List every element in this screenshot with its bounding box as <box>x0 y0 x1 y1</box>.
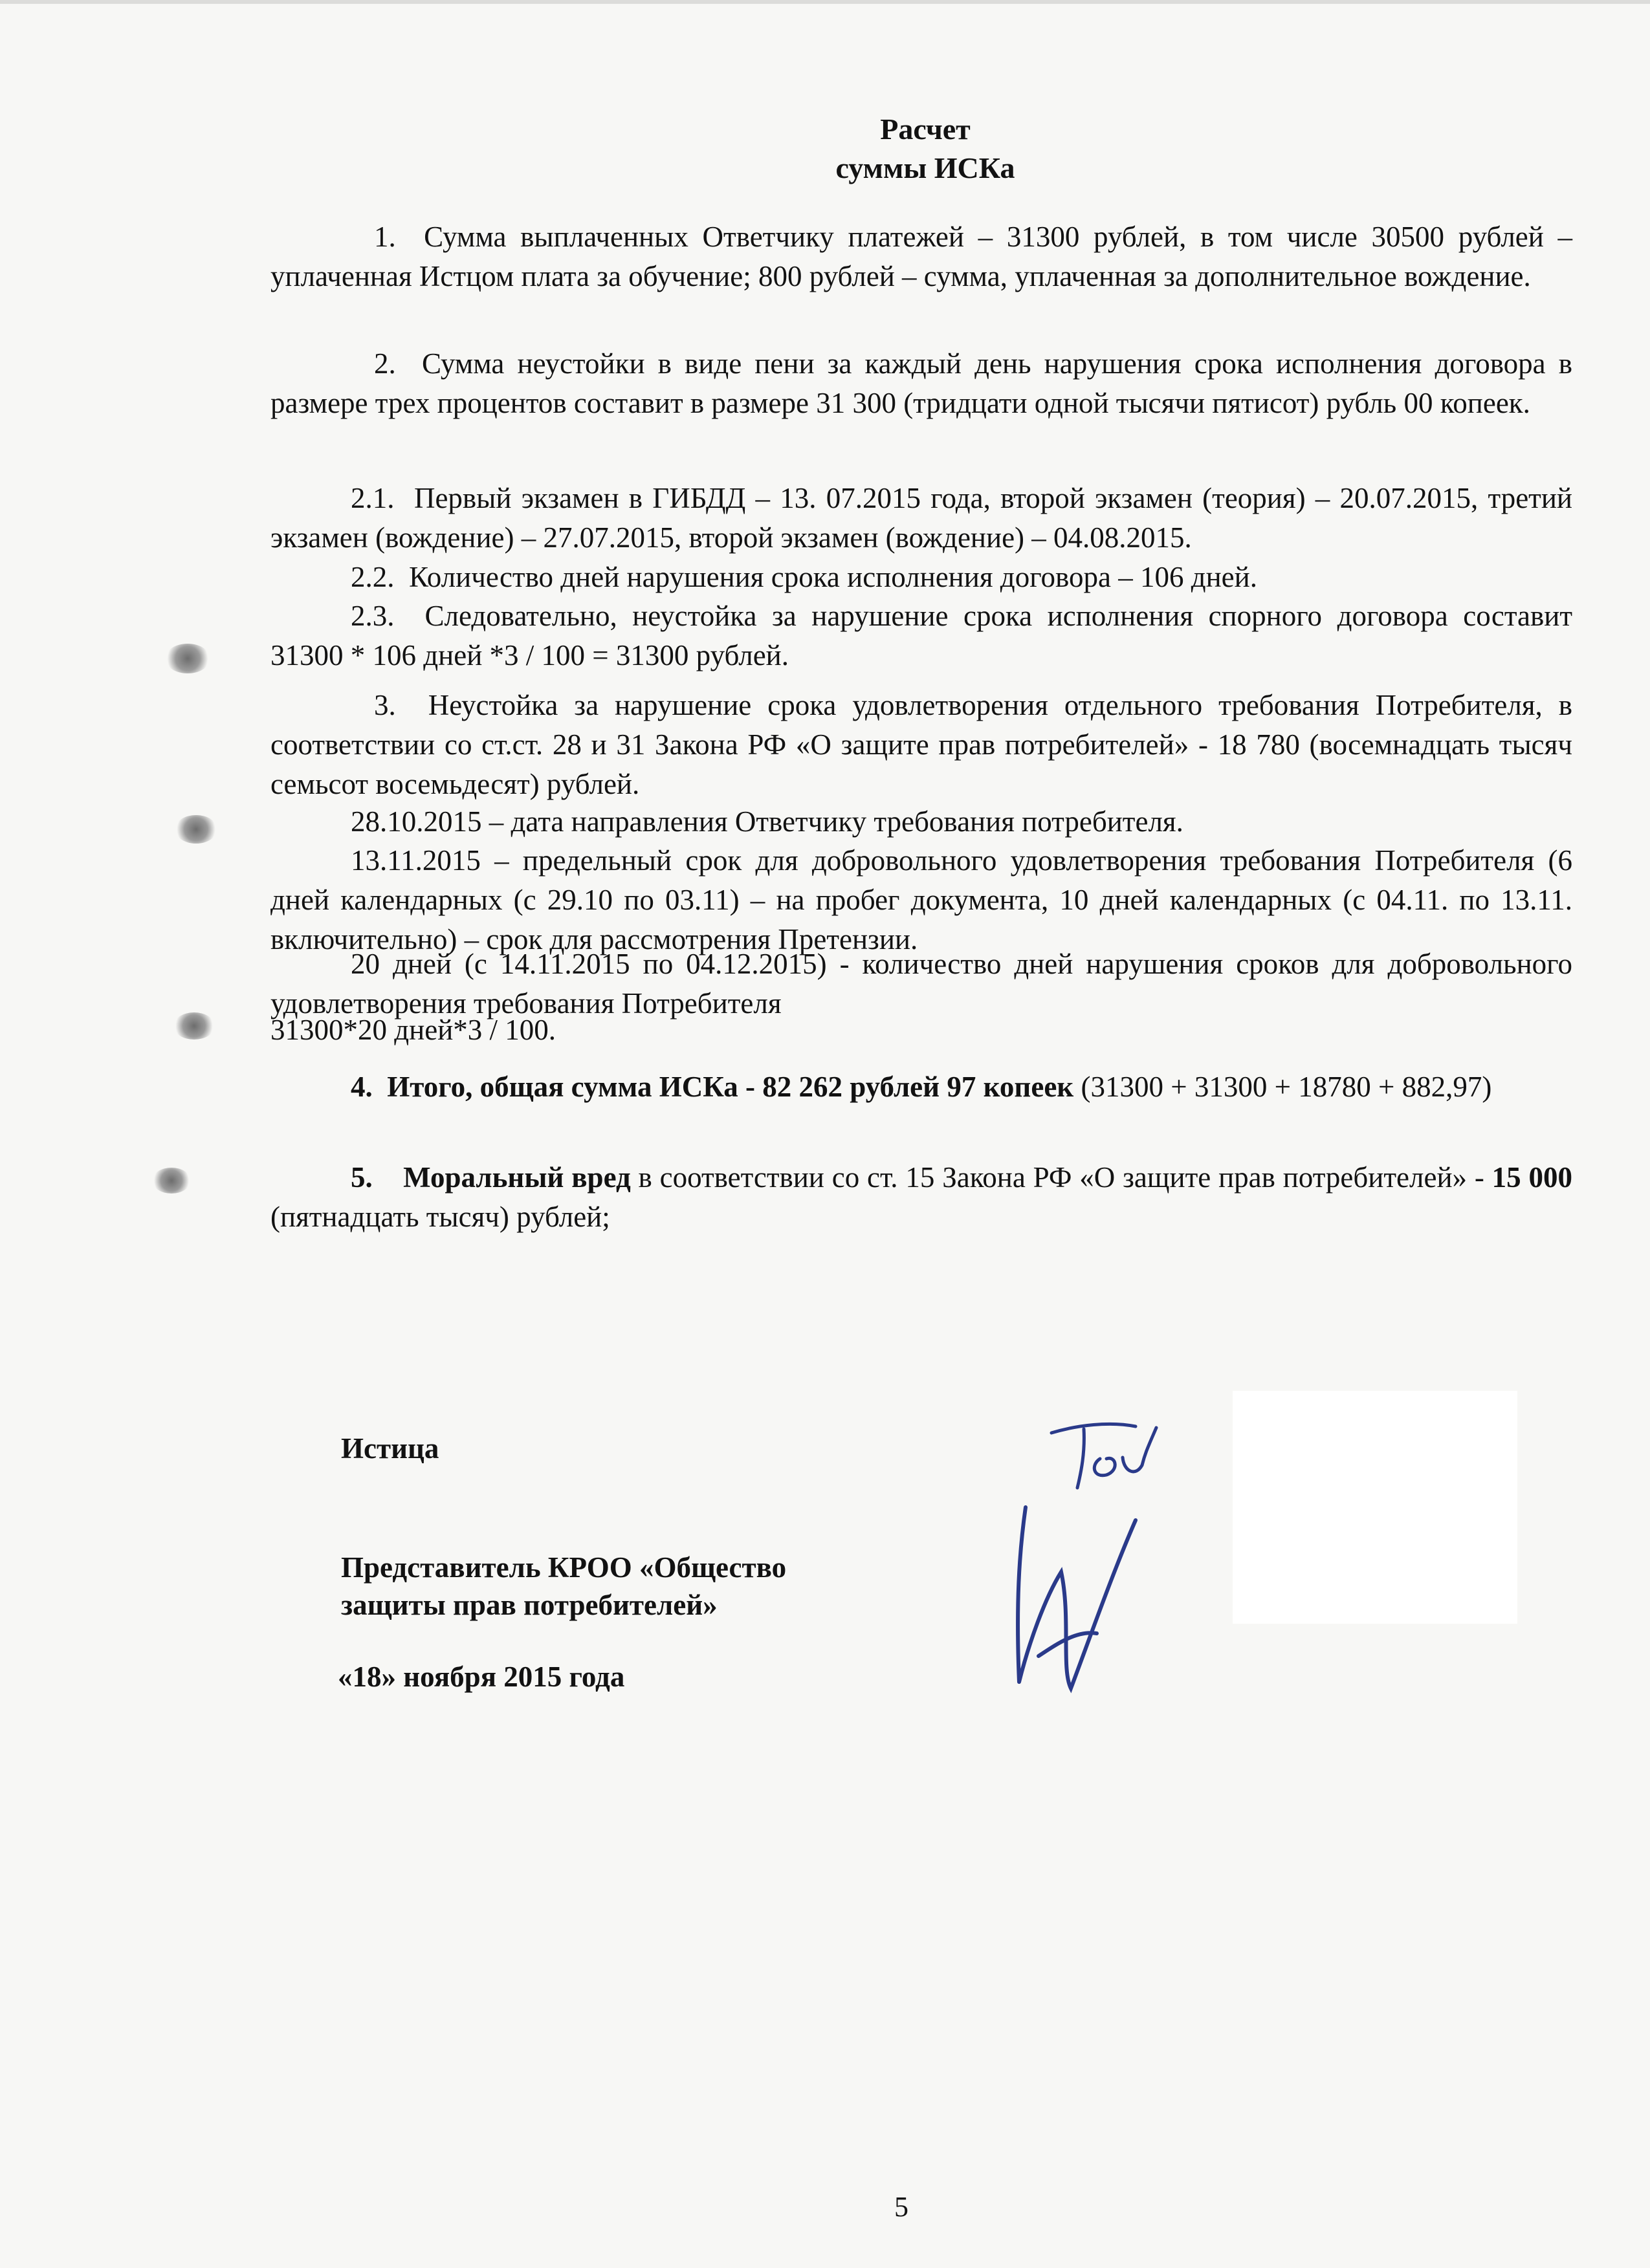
representative-label-line1: Представитель КРОО «Общество <box>341 1551 787 1584</box>
document-subtitle: суммы ИСКа <box>835 151 1015 184</box>
item-5-number: 5. <box>351 1161 373 1194</box>
item-3 <box>270 686 1572 804</box>
item-2-3-text: Следовательно, неустойка за нарушение срока исполнения спорного договора составит 31300 * 106 дней *3 / 100 = 31300 рублей. <box>270 600 1572 671</box>
deadline-paragraph: 13.11.2015 – предельный срок для добровольного удовлетворения требования Потребителя (6 дней календарных (с 29.10 по 03.11) – на пробег документа, 10 дней календарных (с 04.11. по 13.11. включительно) – срок для рассмотрения Претензии. <box>270 844 1572 955</box>
redaction-block <box>1233 1391 1517 1624</box>
scan-spot <box>152 1168 191 1194</box>
violation-days-paragraph: 20 дней (с 14.11.2015 по 04.12.2015) - количество дней нарушения сроков для добровольного удовлетворения требования Потребителя <box>270 948 1572 1020</box>
representative-signature <box>1000 1494 1155 1701</box>
item-2-2-number: 2.2. <box>351 561 395 593</box>
scan-spot <box>175 815 217 844</box>
item-2-1-text: Первый экзамен в ГИБДД – 13. 07.2015 года, второй экзамен (теория) – 20.07.2015, третий экзамен (вождение) – 27.07.2015, второй экзамен (вождение) – 04.08.2015. <box>270 482 1573 554</box>
document-title: Расчет <box>880 113 971 146</box>
scan-spot <box>165 644 210 673</box>
formula-line: 31300*20 дней*3 / 100. <box>270 1014 556 1046</box>
item-4-number: 4. <box>351 1071 373 1103</box>
item-2 <box>270 344 1572 423</box>
plaintiff-label: Истица <box>341 1432 439 1465</box>
item-4-breakdown: (31300 + 31300 + 18780 + 882,97) <box>1073 1071 1492 1103</box>
scan-spot <box>173 1012 215 1040</box>
item-5-title: Моральный вред <box>403 1161 631 1194</box>
item-5-text-end: (пятнадцать тысяч) рублей; <box>270 1201 610 1233</box>
claim-sent-date: 28.10.2015 – дата направления Ответчику требования потребителя. <box>351 805 1183 838</box>
signing-date: «18» ноября 2015 года <box>338 1661 625 1693</box>
item-1-number: 1. <box>374 221 396 253</box>
item-2-1-number: 2.1. <box>351 482 395 514</box>
page-edge-top <box>0 0 1650 4</box>
item-5-text: в соответствии со ст. 15 Закона РФ «О защите прав потребителей» - <box>630 1161 1492 1194</box>
item-2-2-text: Количество дней нарушения срока исполнения договора – 106 дней. <box>409 561 1257 593</box>
item-5-amount: 15 000 <box>1491 1161 1573 1194</box>
item-2-1 <box>270 479 1572 558</box>
representative-label-line2: защиты прав потребителей» <box>341 1589 718 1621</box>
item-1-text: Сумма выплаченных Ответчику платежей – 31300 рублей, в том числе 30500 рублей – уплаченная Истцом плата за обучение; 800 рублей – сумма, уплаченная за дополнительное вождение. <box>270 221 1572 292</box>
item-2-2 <box>270 558 1572 597</box>
item-2-3-number: 2.3. <box>351 600 395 632</box>
item-2-number: 2. <box>374 347 396 380</box>
page-number: 5 <box>894 2191 908 2223</box>
item-2-3 <box>270 596 1572 675</box>
item-4 <box>270 1067 1572 1107</box>
item-3-text: Неустойка за нарушение срока удовлетворения отдельного требования Потребителя, в соответствии со ст.ст. 28 и 31 Закона РФ «О защите прав потребителей» - 18 780 (восемнадцать тысяч семьсот восемьдесят) рублей. <box>270 689 1572 800</box>
item-5 <box>270 1158 1572 1237</box>
plaintiff-signature <box>1039 1413 1168 1498</box>
item-1 <box>270 217 1572 296</box>
item-3-number: 3. <box>374 689 396 721</box>
item-2-text: Сумма неустойки в виде пени за каждый день нарушения срока исполнения договора в размере трех процентов составит в размере 31 300 (тридцати одной тысячи пятисот) рубль 00 копеек. <box>270 347 1572 419</box>
item-4-total: Итого, общая сумма ИСКа - 82 262 рублей 97 копеек <box>387 1071 1074 1103</box>
